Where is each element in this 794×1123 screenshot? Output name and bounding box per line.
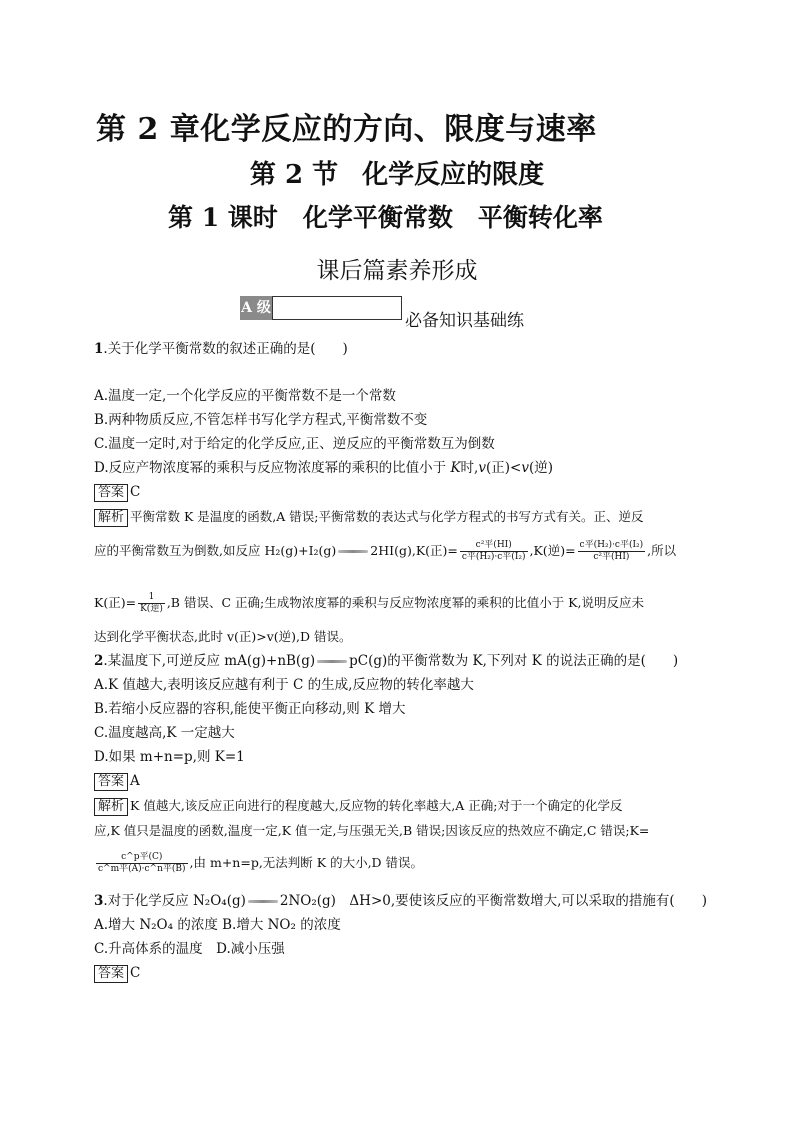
q2-stem-b: pC(g)的平衡常数为 K,下列对 K 的说法正确的是( ) (349, 653, 679, 669)
q2-number: 2 (94, 653, 104, 669)
q1-stem-text: .关于化学平衡常数的叙述正确的是( ) (103, 341, 348, 357)
equilibrium-arrow (248, 900, 278, 903)
q1-answer (94, 483, 140, 502)
q2-option-b: B.若缩小反应器的容积,能使平衡正向移动,则 K 增大 (94, 701, 406, 717)
q1-exp2b: 2HI(g),K(正)= (370, 543, 458, 558)
q3-answer-value: C (130, 965, 141, 981)
lesson-title (168, 198, 603, 234)
q3-stem (94, 892, 707, 910)
answer-label: 答案 (94, 965, 128, 983)
frac-numerator: c平(H₂)·c平(I₂) (579, 540, 644, 550)
level-box (272, 296, 402, 320)
q1-option-b: B.两种物质反应,不管怎样书写化学方程式,平衡常数不变 (94, 412, 428, 428)
page-subtitle: 课后篇素养形成 (316, 258, 478, 284)
q3-answer (94, 964, 140, 983)
q2-stem-a: .某温度下,可逆反应 mA(g)+nB(g) (103, 653, 316, 669)
level-badge: A 级 (240, 296, 272, 320)
answer-label: 答案 (94, 484, 128, 502)
frac-denominator: c²平(HI) (593, 552, 630, 562)
section-title (0, 154, 794, 191)
q3-options-cd: C.升高体系的温度 D.减小压强 (94, 941, 285, 957)
q1-explanation-line3 (94, 592, 644, 615)
lesson-number: 第 1 课时 (168, 203, 278, 232)
q1-option-d-text3: (正)< (485, 460, 522, 476)
q2-answer (94, 772, 140, 791)
analysis-label: 解析 (94, 509, 128, 527)
q1-option-a: A.温度一定,一个化学反应的平衡常数不是一个常数 (94, 388, 396, 404)
q1-explanation-line4: 达到化学平衡状态,此时 v(正)>v(逆),D 错误。 (94, 629, 352, 644)
q1-explanation-line2 (94, 540, 676, 563)
q3-options-ab: A.增大 N₂O₄ 的浓度 B.增大 NO₂ 的浓度 (94, 917, 341, 933)
frac-denominator: c^m平(A)·c^n平(B) (98, 864, 186, 874)
q2-explanation-line3 (94, 852, 423, 875)
fraction-k-forward (460, 540, 528, 563)
q1-option-c: C.温度一定时,对于给定的化学反应,正、逆反应的平衡常数互为倒数 (94, 436, 495, 452)
q1-option-d-v2: v (521, 460, 529, 476)
level-header (240, 296, 402, 322)
q1-exp2d: ,所以 (647, 543, 677, 558)
q1-exp3b: ,B 错误、C 正确;生成物浓度幂的乘积与反应物浓度幂的乘积的比值小于 K,说明反应未 (166, 595, 644, 610)
q2-exp3b: ,由 m+n=p,无法判断 K 的大小,D 错误。 (189, 855, 424, 870)
frac-denominator: c平(H₂)·c平(I₂) (461, 552, 526, 562)
q1-exp2c: ,K(逆)= (529, 543, 576, 558)
frac-numerator: 1 (138, 592, 165, 604)
fraction-k-expression (96, 852, 188, 875)
fraction-k-reverse (578, 540, 646, 563)
q1-option-d-text: D.反应产物浓度幂的乘积与反应物浓度幂的乘积的比值小于 (94, 460, 451, 476)
lesson-name: 化学平衡常数 平衡转化率 (302, 203, 603, 232)
q1-option-d (94, 459, 553, 477)
q2-explanation-line2: 应,K 值只是温度的函数,温度一定,K 值一定,与压强无关,B 错误;因该反应的热效应不确定,C 错误;K= (94, 823, 650, 838)
q3-number: 3 (94, 893, 104, 909)
q3-stem-b: 2NO₂(g) ΔH>0,要使该反应的平衡常数增大,可以采取的措施有( ) (279, 893, 707, 909)
q2-option-a: A.K 值越大,表明该反应越有利于 C 的生成,反应物的转化率越大 (94, 677, 474, 693)
chapter-title: 第 2 章化学反应的方向、限度与速率 (96, 112, 597, 147)
q1-exp2a: 应的平衡常数互为倒数,如反应 H₂(g)+I₂(g) (94, 543, 337, 558)
q1-answer-value: C (130, 484, 141, 500)
q1-exp3a: K(正)= (94, 595, 137, 610)
q2-explanation-line1 (94, 797, 622, 816)
q2-option-d: D.如果 m+n=p,则 K=1 (94, 749, 245, 765)
q1-number: 1 (94, 341, 104, 357)
frac-numerator: c²平(HI) (460, 540, 528, 552)
level-heading: 必备知识基础练 (405, 311, 524, 331)
section-number: 第 2 节 (249, 160, 339, 190)
analysis-label: 解析 (94, 798, 128, 816)
q1-explanation-line1 (94, 508, 644, 527)
section-name: 化学反应的限度 (362, 160, 545, 190)
q1-option-d-k: K (450, 460, 461, 476)
q2-exp1: K 值越大,该反应正向进行的程度越大,反应物的转化率越大,A 正确;对于一个确定的化学反 (130, 798, 623, 813)
equilibrium-arrow (317, 660, 347, 663)
q2-answer-value: A (130, 773, 140, 789)
answer-label: 答案 (94, 773, 128, 791)
frac-denominator: K(逆) (140, 604, 163, 614)
q2-stem (94, 652, 678, 670)
equilibrium-arrow (338, 550, 368, 553)
q1-option-d-text4: (逆) (528, 460, 554, 476)
q2-option-c: C.温度越高,K 一定越大 (94, 725, 235, 741)
q1-stem (94, 340, 348, 358)
frac-numerator: c^p平(C) (96, 852, 188, 864)
q1-option-d-text2: 时, (460, 460, 479, 476)
fraction-reciprocal (138, 592, 165, 615)
q3-stem-a: .对于化学反应 N₂O₄(g) (103, 893, 246, 909)
q1-exp1: 平衡常数 K 是温度的函数,A 错误;平衡常数的表达式与化学方程式的书写方式有关。正、逆反 (130, 509, 644, 524)
q1-option-d-v1: v (478, 460, 486, 476)
